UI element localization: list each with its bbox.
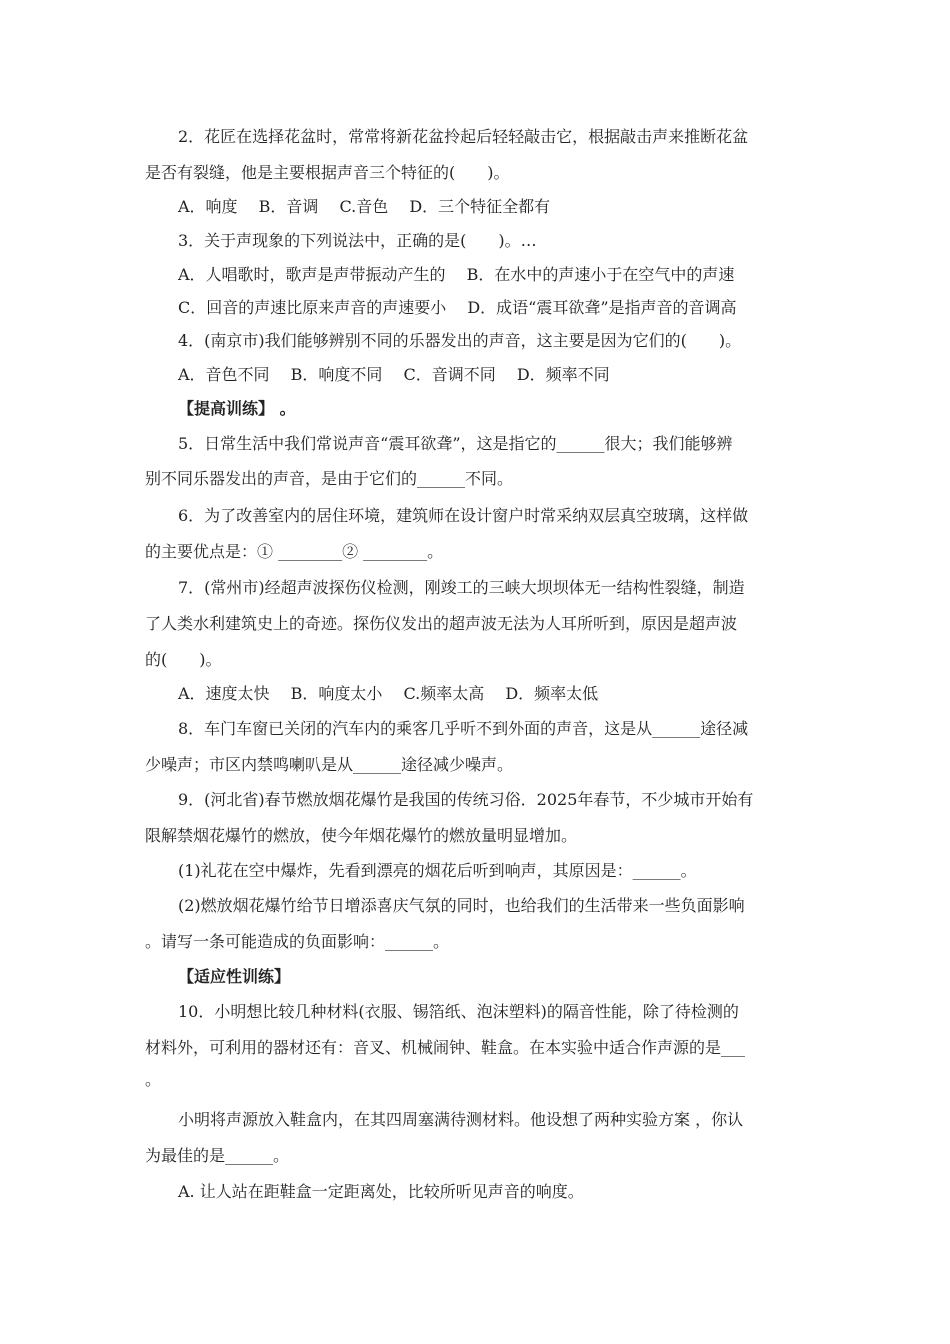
question-9-sub-2-line-1: (2)燃放烟花爆竹给节日增添喜庆气氛的同时，也给我们的生活带来一些负面影响 (178, 896, 745, 915)
question-10-line-4: 小明将声源放入鞋盒内，在其四周塞满待测材料。他设想了两种实验方案 ，你认 (178, 1110, 744, 1129)
question-8-line-2: 少噪声；市区内禁鸣喇叭是从______途径减少噪声。 (145, 755, 514, 774)
section-heading-advanced: 【提高训练】 。 (178, 399, 296, 418)
question-6-line-1: 6．为了改善室内的居住环境，建筑师在设计窗户时常采纳双层真空玻璃，这样做 (178, 506, 749, 525)
question-6-line-2: 的主要优点是：① ________② ________。 (145, 542, 444, 561)
question-7-line-1: 7．(常州市)经超声波探伤仪检测，刚竣工的三峡大坝坝体无一结构性裂缝，制造 (178, 578, 745, 597)
question-4-stem: 4．(南京市)我们能够辨别不同的乐器发出的声音，这主要是因为它们的( )。 (178, 331, 742, 350)
question-7-line-3: 的( )。 (145, 650, 222, 669)
question-3-options-ab: A．人唱歌时，歌声是声带振动产生的 B．在水中的声速小于在空气中的声速 (178, 265, 735, 284)
question-3-options-cd: C．回音的声速比原来声音的声速要小 D．成语“震耳欲聋”是指声音的音调高 (178, 298, 737, 317)
question-9-sub-1: (1)礼花在空中爆炸，先看到漂亮的烟花后听到响声，其原因是：______。 (178, 861, 697, 880)
section-heading-adaptive: 【适应性训练】 (178, 967, 291, 986)
question-10-option-a: A. 让人站在距鞋盒一定距离处，比较所听见声音的响度。 (178, 1182, 584, 1201)
question-9-line-2: 限解禁烟花爆竹的燃放，使今年烟花爆竹的燃放量明显增加。 (145, 826, 578, 845)
question-10-line-2: 材料外，可利用的器材还有：音叉、机械闹钟、鞋盒。在本实验中适合作声源的是___ (145, 1038, 746, 1057)
question-5-line-2: 别不同乐器发出的声音，是由于它们的______不同。 (145, 469, 514, 488)
question-3-stem: 3．关于声现象的下列说法中，正确的是( )。… (178, 231, 537, 250)
question-9-line-1: 9．(河北省)春节燃放烟花爆竹是我国的传统习俗．2025年春节，不少城市开始有 (178, 790, 754, 809)
question-2-options: A．响度 B．音调 C.音色 D．三个特征全都有 (178, 197, 551, 216)
question-2-line-2: 是否有裂缝，他是主要根据声音三个特征的( )。 (145, 163, 510, 182)
question-7-line-2: 了人类水利建筑史上的奇迹。探伤仪发出的超声波无法为人耳所听到，原因是超声波 (145, 614, 738, 633)
question-2-line-1: 2．花匠在选择花盆时，常常将新花盆拎起后轻轻敲击它，根据敲击声来推断花盆 (178, 127, 749, 146)
question-10-line-1: 10．小明想比较几种材料(衣服、锡箔纸、泡沫塑料)的隔音性能，除了待检测的 (178, 1002, 739, 1021)
question-5-line-1: 5．日常生活中我们常说声音“震耳欲聋”，这是指它的______很大；我们能够辨 (178, 434, 733, 453)
question-9-sub-2-line-2: 。请写一条可能造成的负面影响：______。 (145, 932, 450, 951)
question-10-line-5: 为最佳的是______。 (145, 1146, 290, 1165)
question-10-line-3: 。 (145, 1070, 162, 1089)
question-7-options: A．速度太快 B．响度太小 C.频率太高 D．频率太低 (178, 684, 599, 703)
question-8-line-1: 8．车门车窗已关闭的汽车内的乘客几乎听不到外面的声音，这是从______途径减 (178, 719, 749, 738)
question-4-options: A．音色不同 B．响度不同 C．音调不同 D．频率不同 (178, 365, 610, 384)
